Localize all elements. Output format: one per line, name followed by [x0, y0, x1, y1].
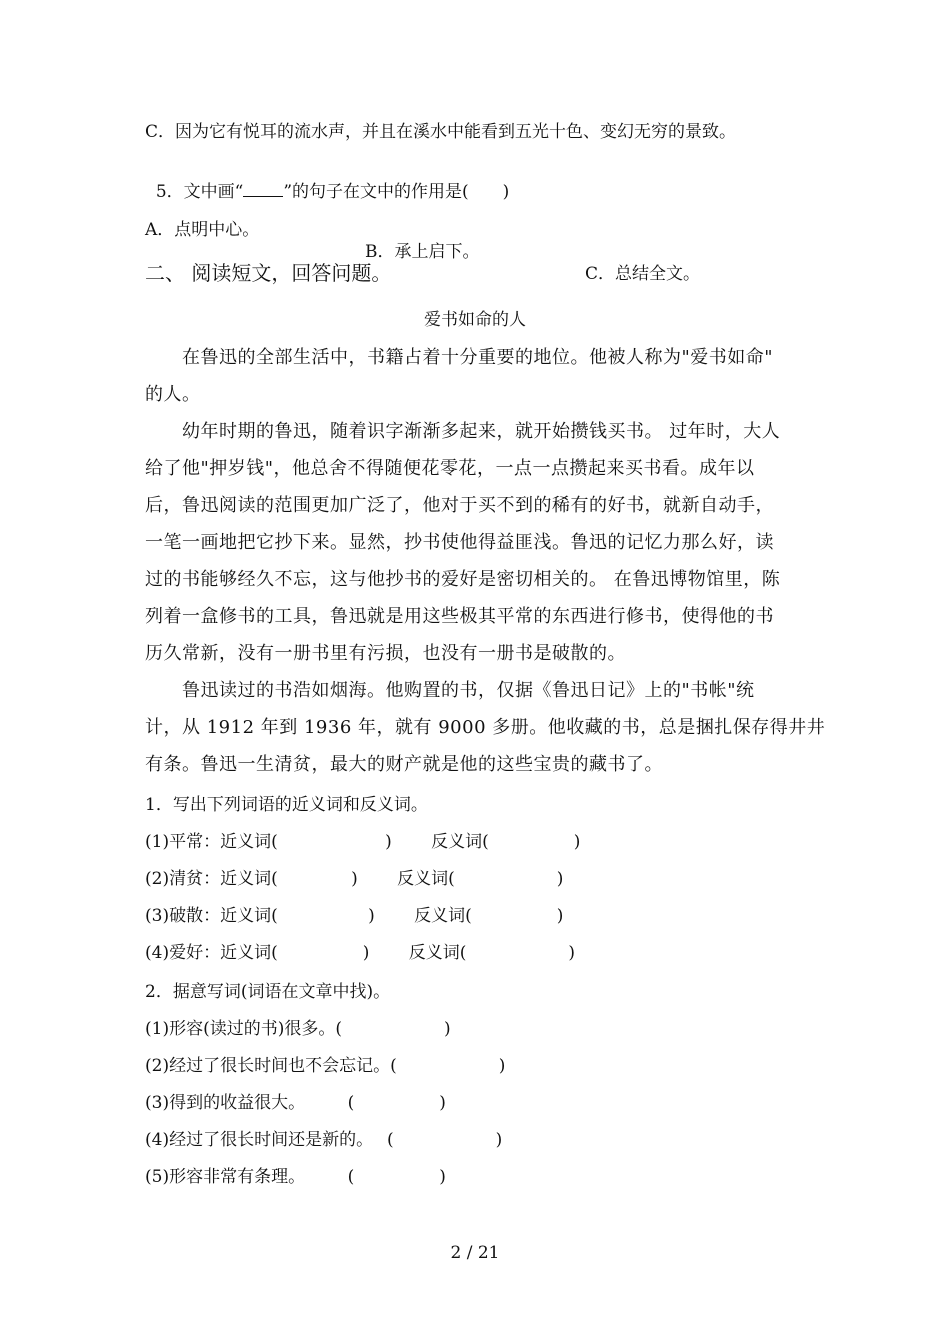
question-2-item: (1)形容(读过的书)很多。( ) — [145, 1019, 451, 1039]
option-c-line: C．因为它有悦耳的流水声，并且在溪水中能看到五光十色、变幻无穷的景致。 — [145, 122, 737, 142]
passage-title: 爱书如命的人 — [424, 310, 526, 330]
page-number: 2 / 21 — [450, 1243, 500, 1263]
section-heading: 二、 阅读短文，回答问题。 — [145, 261, 392, 285]
passage-line: 幼年时期的鲁迅，随着识字渐渐多起来，就开始攒钱买书。 过年时，大人 — [145, 421, 781, 442]
question-1-item: (1)平常：近义词( ) 反义词( ) — [145, 832, 581, 852]
question-2-item: (3)得到的收益很大。 ( ) — [145, 1093, 446, 1113]
question-2-item: (4)经过了很长时间还是新的。 ( ) — [145, 1130, 503, 1150]
passage-line: 在鲁迅的全部生活中，书籍占着十分重要的地位。他被人称为"爱书如命" — [145, 347, 774, 368]
question-5-start: 5．文中画“ — [155, 182, 244, 202]
passage-line: 鲁迅读过的书浩如烟海。他购置的书，仅据《鲁迅日记》上的"书帐"统 — [145, 680, 755, 701]
question-2-prompt: 2．据意写词(词语在文章中找)。 — [145, 982, 391, 1002]
question-1-prompt: 1．写出下列词语的近义词和反义词。 — [145, 795, 428, 815]
option-c: C．总结全文。 — [585, 264, 701, 284]
passage-line: 过的书能够经久不忘，这与他抄书的爱好是密切相关的。 在鲁迅博物馆里，陈 — [145, 569, 781, 590]
underline-blank — [243, 182, 283, 197]
passage-line: 计，从 1912 年到 1936 年，就有 9000 多册。他收藏的书，总是捆扎保存得井井 — [145, 717, 826, 738]
question-1-item: (2)清贫：近义词( ) 反义词( ) — [145, 869, 564, 889]
passage-line: 有条。鲁迅一生清贫，最大的财产就是他的这些宝贵的藏书了。 — [145, 754, 663, 775]
option-b: B．承上启下。 — [365, 242, 480, 262]
passage-line: 的人。 — [145, 384, 201, 405]
question-1-item: (4)爱好：近义词( ) 反义词( ) — [145, 943, 576, 963]
question-2-item: (2)经过了很长时间也不会忘记。( ) — [145, 1056, 506, 1076]
question-5-end: ”的句子在文中的作用是( ) — [283, 182, 510, 202]
passage-line: 一笔一画地把它抄下来。显然，抄书使他得益匪浅。鲁迅的记忆力那么好，读 — [145, 532, 774, 553]
question-2-item: (5)形容非常有条理。 ( ) — [145, 1167, 446, 1187]
passage-line: 历久常新，没有一册书里有污损，也没有一册书是破散的。 — [145, 643, 626, 664]
option-a: A．点明中心。 — [145, 220, 260, 240]
question-1-item: (3)破散：近义词( ) 反义词( ) — [145, 906, 564, 926]
passage-line: 后，鲁迅阅读的范围更加广泛了，他对于买不到的稀有的好书，就新自动手， — [145, 495, 774, 516]
passage-line: 给了他"押岁钱"，他总舍不得随便花零花，一点一点攒起来买书看。成年以 — [145, 458, 755, 479]
passage-line: 列着一盒修书的工具，鲁迅就是用这些极其平常的东西进行修书，使得他的书 — [145, 606, 774, 627]
